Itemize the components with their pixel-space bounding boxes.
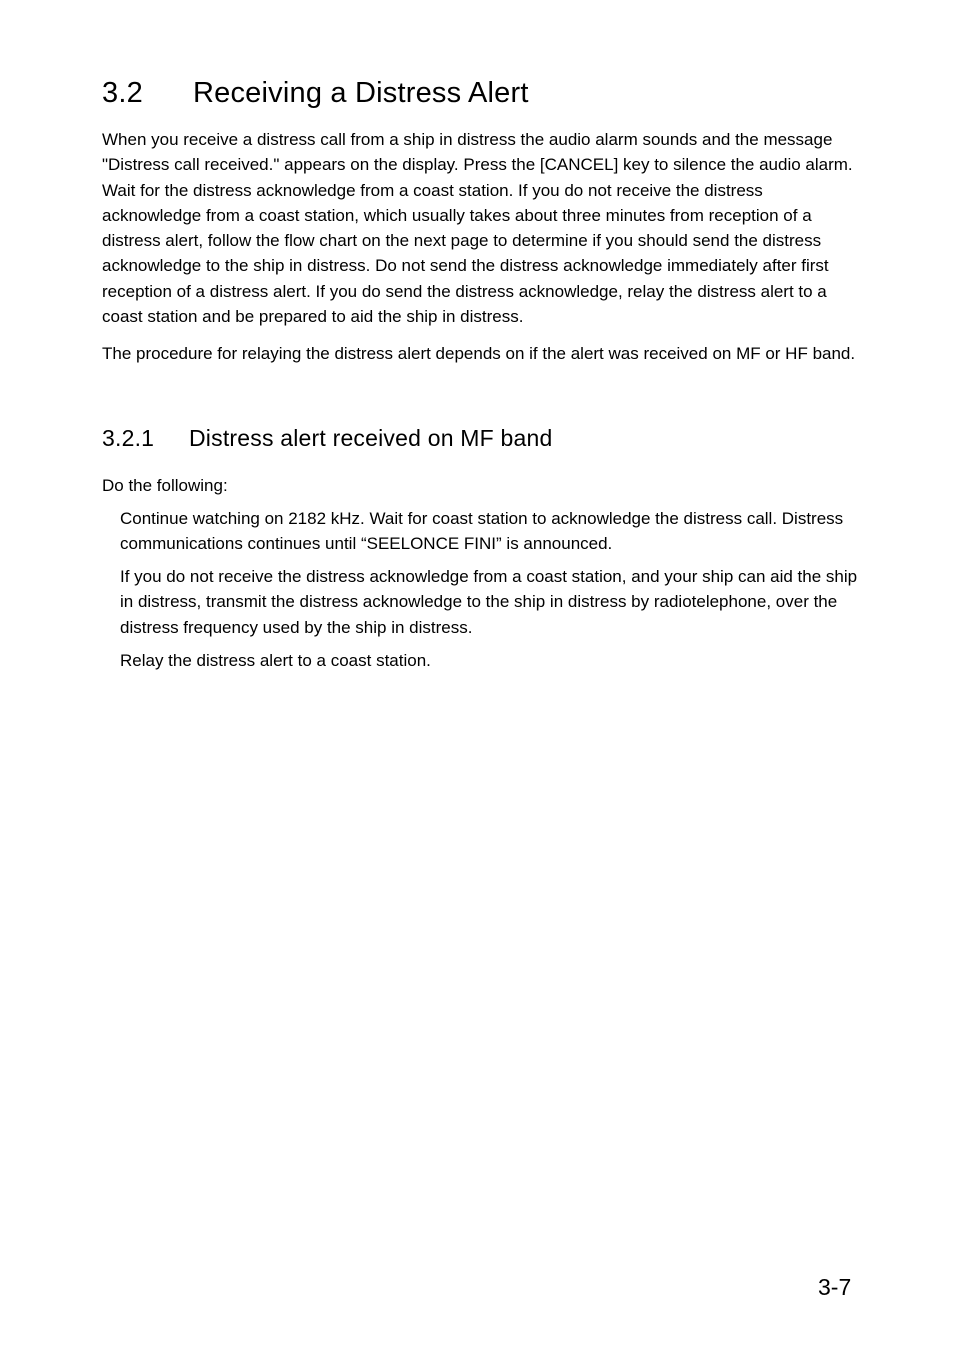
- subsection-number: 3.2.1: [102, 425, 155, 451]
- section-title: Receiving a Distress Alert: [193, 77, 529, 109]
- step-item-3: Relay the distress alert to a coast station.: [120, 651, 431, 670]
- steps-intro: Do the following:: [102, 476, 228, 495]
- section-number: 3.2: [102, 77, 143, 109]
- page-number: 3-7: [818, 1274, 852, 1300]
- step-item-1: Continue watching on 2182 kHz. Wait for coast station to acknowledge the distress call. Distress communications continues until “SEELONCE FINI” is announced.: [120, 509, 844, 554]
- subsection-title: Distress alert received on MF band: [189, 425, 553, 451]
- section-heading: [102, 73, 529, 113]
- intro-paragraph: When you receive a distress call from a ship in distress the audio alarm sounds and the message "Distress call received." appears on the display. Press the [CANCEL] key to silence the audio alarm. Wait for the distress acknowledge from a coast station. If you do not receive the distress acknowledge from a coast station, which usually takes about three minutes from reception of a distress alert, follow the flow chart on the next page to determine if you should send the distress acknowledge to the ship in distress. Do not send the distress acknowledge immediately after first reception of a distress alert. If you do send the distress acknowledge, relay the distress alert to a coast station and be prepared to aid the ship in distress.: [102, 130, 853, 327]
- step-item-2: If you do not receive the distress acknowledge from a coast station, and your ship can aid the ship in distress, transmit the distress acknowledge to the ship in distress by radiotelephone, over the distress frequency used by the ship in distress.: [120, 567, 858, 637]
- relay-procedure-paragraph: The procedure for relaying the distress alert depends on if the alert was received on MF or HF band.: [102, 344, 856, 363]
- subsection-heading: [102, 422, 552, 454]
